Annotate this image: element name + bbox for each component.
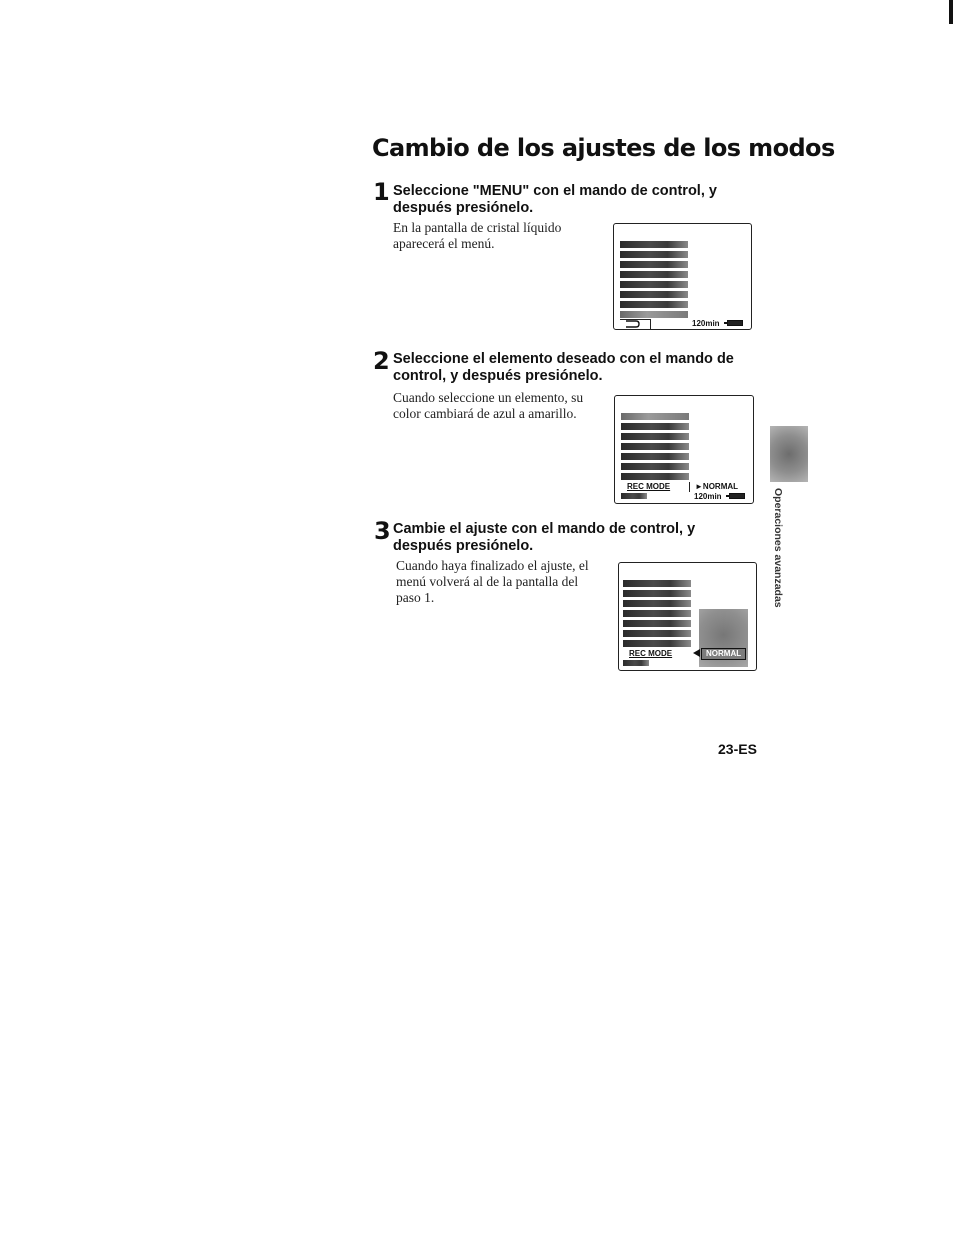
menu-bar <box>620 311 688 318</box>
menu-bar <box>623 620 691 627</box>
lcd-screen-item-select <box>614 395 754 504</box>
section-tab-marker <box>770 426 808 482</box>
menu-bar <box>620 251 688 258</box>
battery-icon <box>729 493 745 499</box>
menu-bar <box>620 281 688 288</box>
menu-bar <box>620 301 688 308</box>
step-3-body-line3: paso 1. <box>396 590 435 605</box>
menu-bar <box>623 630 691 637</box>
menu-bar <box>621 433 689 440</box>
menu-bar <box>623 600 691 607</box>
step-3-heading-line2: después presiónelo. <box>393 538 534 554</box>
step-2-body-line2: color cambiará de azul a amarillo. <box>393 406 577 421</box>
menu-bar <box>623 640 691 647</box>
page-number: 23-ES <box>718 741 757 757</box>
pointer-arrow-icon <box>691 648 701 658</box>
return-arrow-icon <box>624 320 640 328</box>
menu-bar <box>621 423 689 430</box>
step-3-number: 3 <box>374 517 391 545</box>
step-3-body-line2: menú volverá al de la pantalla del <box>396 574 579 589</box>
osd-divider <box>689 482 690 492</box>
step-2-body <box>393 390 583 422</box>
step-2-number: 2 <box>373 347 390 375</box>
tape-remaining: 120min <box>694 492 722 501</box>
menu-bar <box>620 261 688 268</box>
menu-bar <box>621 463 689 470</box>
step-1-body-line2: aparecerá el menú. <box>393 236 495 251</box>
selected-option-normal: NORMAL <box>701 648 746 660</box>
menu-bar <box>623 610 691 617</box>
menu-bar <box>620 291 688 298</box>
lcd-screen-value-select <box>618 562 757 671</box>
step-2-heading <box>393 351 734 385</box>
step-3-heading <box>393 521 695 555</box>
step-1-body-line1: En la pantalla de cristal líquido <box>393 220 562 235</box>
step-3-body <box>396 558 589 606</box>
step-3-body-line1: Cuando haya finalizado el ajuste, el <box>396 558 589 573</box>
rec-mode-label: REC MODE <box>629 649 673 658</box>
step-1-heading-line2: después presiónelo. <box>393 200 534 216</box>
rec-mode-label: REC MODE <box>627 482 671 491</box>
menu-bar <box>623 580 691 587</box>
page-title: Cambio de los ajustes de los modos <box>372 134 835 162</box>
step-2-body-line1: Cuando seleccione un elemento, su <box>393 390 584 405</box>
menu-bar <box>621 473 689 480</box>
rec-mode-value: ►NORMAL <box>695 482 739 491</box>
step-1-body <box>393 220 561 252</box>
step-1-heading-line1: Seleccione "MENU" con el mando de control, y <box>393 183 717 199</box>
menu-bar <box>621 453 689 460</box>
step-3-heading-line1: Cambie el ajuste con el mando de control, y <box>393 521 696 537</box>
battery-icon <box>727 320 743 326</box>
step-1-number: 1 <box>373 178 390 206</box>
crop-mark <box>949 0 953 24</box>
lcd-screen-menu <box>613 223 752 330</box>
menu-bar <box>621 443 689 450</box>
step-1-heading <box>393 183 717 217</box>
menu-bar <box>623 590 691 597</box>
step-2-heading-line1: Seleccione el elemento deseado con el mando de <box>393 351 734 367</box>
menu-bar <box>621 493 647 499</box>
osd-divider <box>650 319 651 329</box>
menu-bar <box>621 413 689 420</box>
section-tab-label: Operaciones avanzadas <box>772 488 784 608</box>
menu-bar <box>623 660 649 666</box>
menu-bar <box>620 241 688 248</box>
tape-remaining: 120min <box>692 319 720 328</box>
menu-bar <box>620 271 688 278</box>
step-2-heading-line2: control, y después presiónelo. <box>393 368 603 384</box>
